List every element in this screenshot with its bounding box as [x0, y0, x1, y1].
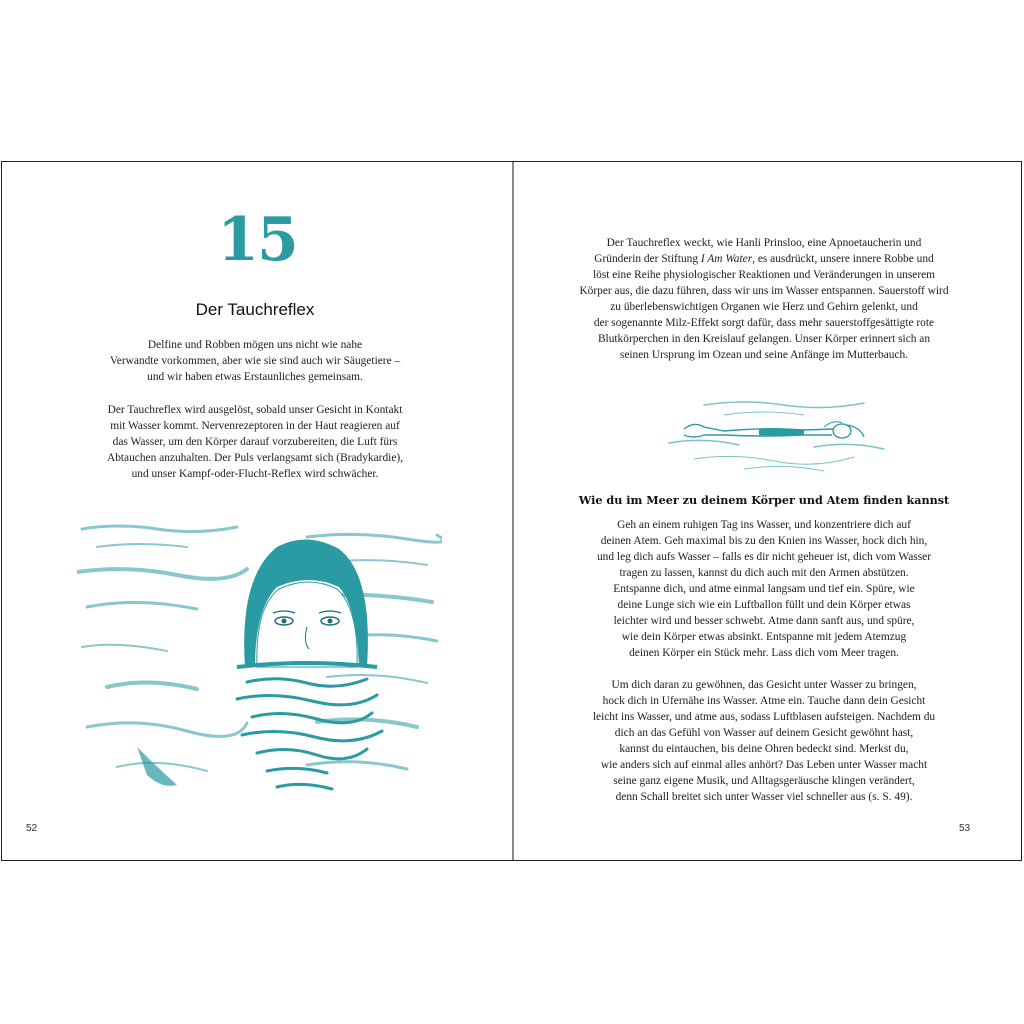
- chapter-title: Der Tauchreflex: [195, 300, 315, 319]
- book-spread: [1, 161, 1022, 861]
- chapter-number: 15: [217, 205, 297, 275]
- text-line: Abtauchen anzuhalten. Der Puls verlangsamt sich (Bradykardie),: [106, 452, 404, 464]
- girl-in-water-illustration: [77, 517, 442, 807]
- text-line: deinen Körper ein Stück mehr. Lass dich vom Meer tragen.: [629, 647, 899, 659]
- text-line: seine ganz eigene Musik, und Alltagsgeräusche klingen verändert,: [613, 775, 915, 787]
- page-number-left: 52: [26, 823, 38, 834]
- text-line: Um dich daran zu gewöhnen, das Gesicht unter Wasser zu bringen,: [611, 679, 917, 691]
- text-line: tragen zu lassen, kannst du dich auch mit den Armen abstützen.: [619, 567, 909, 579]
- text-line: deinen Atem. Geh maximal bis zu den Knien ins Wasser, hock dich hin,: [600, 535, 928, 547]
- text-line: Blutkörperchen in den Kreislauf gelangen. Unser Körper erinnert sich an: [597, 333, 931, 345]
- text-line: und unser Kampf-oder-Flucht-Reflex wird schwächer.: [131, 468, 379, 480]
- text-line: wie dein Körper etwas absinkt. Entspanne mit jedem Atemzug: [621, 631, 907, 643]
- text-line: Geh an einem ruhigen Tag ins Wasser, und konzentriere dich auf: [617, 519, 911, 531]
- text-line: leicht ins Wasser, und atme aus, sodass Luftblasen aufsteigen. Nachdem du: [592, 711, 936, 723]
- text-line: löst eine Reihe physiologischer Reaktionen und Veränderungen in unserem: [592, 269, 936, 281]
- text-line: zu überlebenswichtigen Organen wie Herz und Gehirn gelenkt, und: [610, 301, 918, 313]
- text-fragment: Gründerin der Stiftung: [594, 253, 701, 265]
- right-page: [514, 162, 1021, 860]
- text-line: der sogenannte Milz-Effekt sorgt dafür, dass mehr sauerstoffgesättigte rote: [593, 317, 935, 329]
- page-number-right: 53: [959, 823, 971, 834]
- text-line: Der Tauchreflex wird ausgelöst, sobald unser Gesicht in Kontakt: [107, 404, 403, 416]
- text-fragment: , es ausdrückt, unsere innere Robbe und: [752, 253, 934, 265]
- left-page: [2, 162, 512, 860]
- text-line: Verwandte vorkommen, aber wie sie sind auch wir Säugetiere –: [109, 355, 401, 367]
- text-line: seinen Ursprung im Ozean und seine Anfänge im Mutterbauch.: [619, 349, 909, 361]
- text-line: kannst du eintauchen, bis deine Ohren bedeckt sind. Merkst du,: [619, 743, 909, 755]
- text-line: und wir haben etwas Erstaunliches gemeinsam.: [147, 371, 363, 383]
- text-line: Der Tauchreflex weckt, wie Hanli Prinsloo, eine Apnoetaucherin und: [606, 237, 922, 249]
- intro-paragraph: [534, 235, 994, 363]
- floating-swimmer-illustration: [664, 397, 889, 475]
- text-line: Delfine und Robben mögen uns nicht wie nahe: [147, 339, 363, 351]
- text-line: das Wasser, um den Körper darauf vorzubereiten, die Luft fürs: [112, 436, 398, 448]
- text-line: leichter wird und besser schwebt. Atme dann sanft aus, und spüre,: [613, 615, 915, 627]
- exercise-paragraph: [534, 517, 994, 661]
- text-line: [534, 251, 994, 267]
- text-line: hock dich in Ufernähe ins Wasser. Atme ein. Tauche dann dein Gesicht: [602, 695, 926, 707]
- text-line: denn Schall breitet sich unter Wasser viel schneller aus (s. S. 49).: [615, 791, 913, 803]
- text-line: Entspanne dich, und atme einmal langsam und tief ein. Spüre, wie: [613, 583, 915, 595]
- text-line: mit Wasser kommt. Nervenrezeptoren in der Haut reagieren auf: [110, 420, 400, 432]
- text-line: Körper aus, die dazu führen, dass wir uns im Wasser entspannen. Sauerstoff wird: [579, 285, 949, 297]
- intro-paragraph: [62, 337, 448, 385]
- body-paragraph: [62, 402, 448, 482]
- text-line: dich an das Gefühl von Wasser auf deinem Gesicht gewöhnt hast,: [614, 727, 914, 739]
- foundation-name: I Am Water: [700, 253, 753, 265]
- followup-paragraph: [534, 677, 994, 805]
- text-line: und leg dich aufs Wasser – falls es dir nicht geheuer ist, dich vom Wasser: [596, 551, 931, 563]
- text-line: deine Lunge sich wie ein Luftballon füllt und dein Körper etwas: [617, 599, 911, 611]
- text-line: wie anders sich auf einmal alles anhört? Das Leben unter Wasser macht: [600, 759, 928, 771]
- exercise-heading: Wie du im Meer zu deinem Körper und Atem finden kannst: [578, 493, 950, 507]
